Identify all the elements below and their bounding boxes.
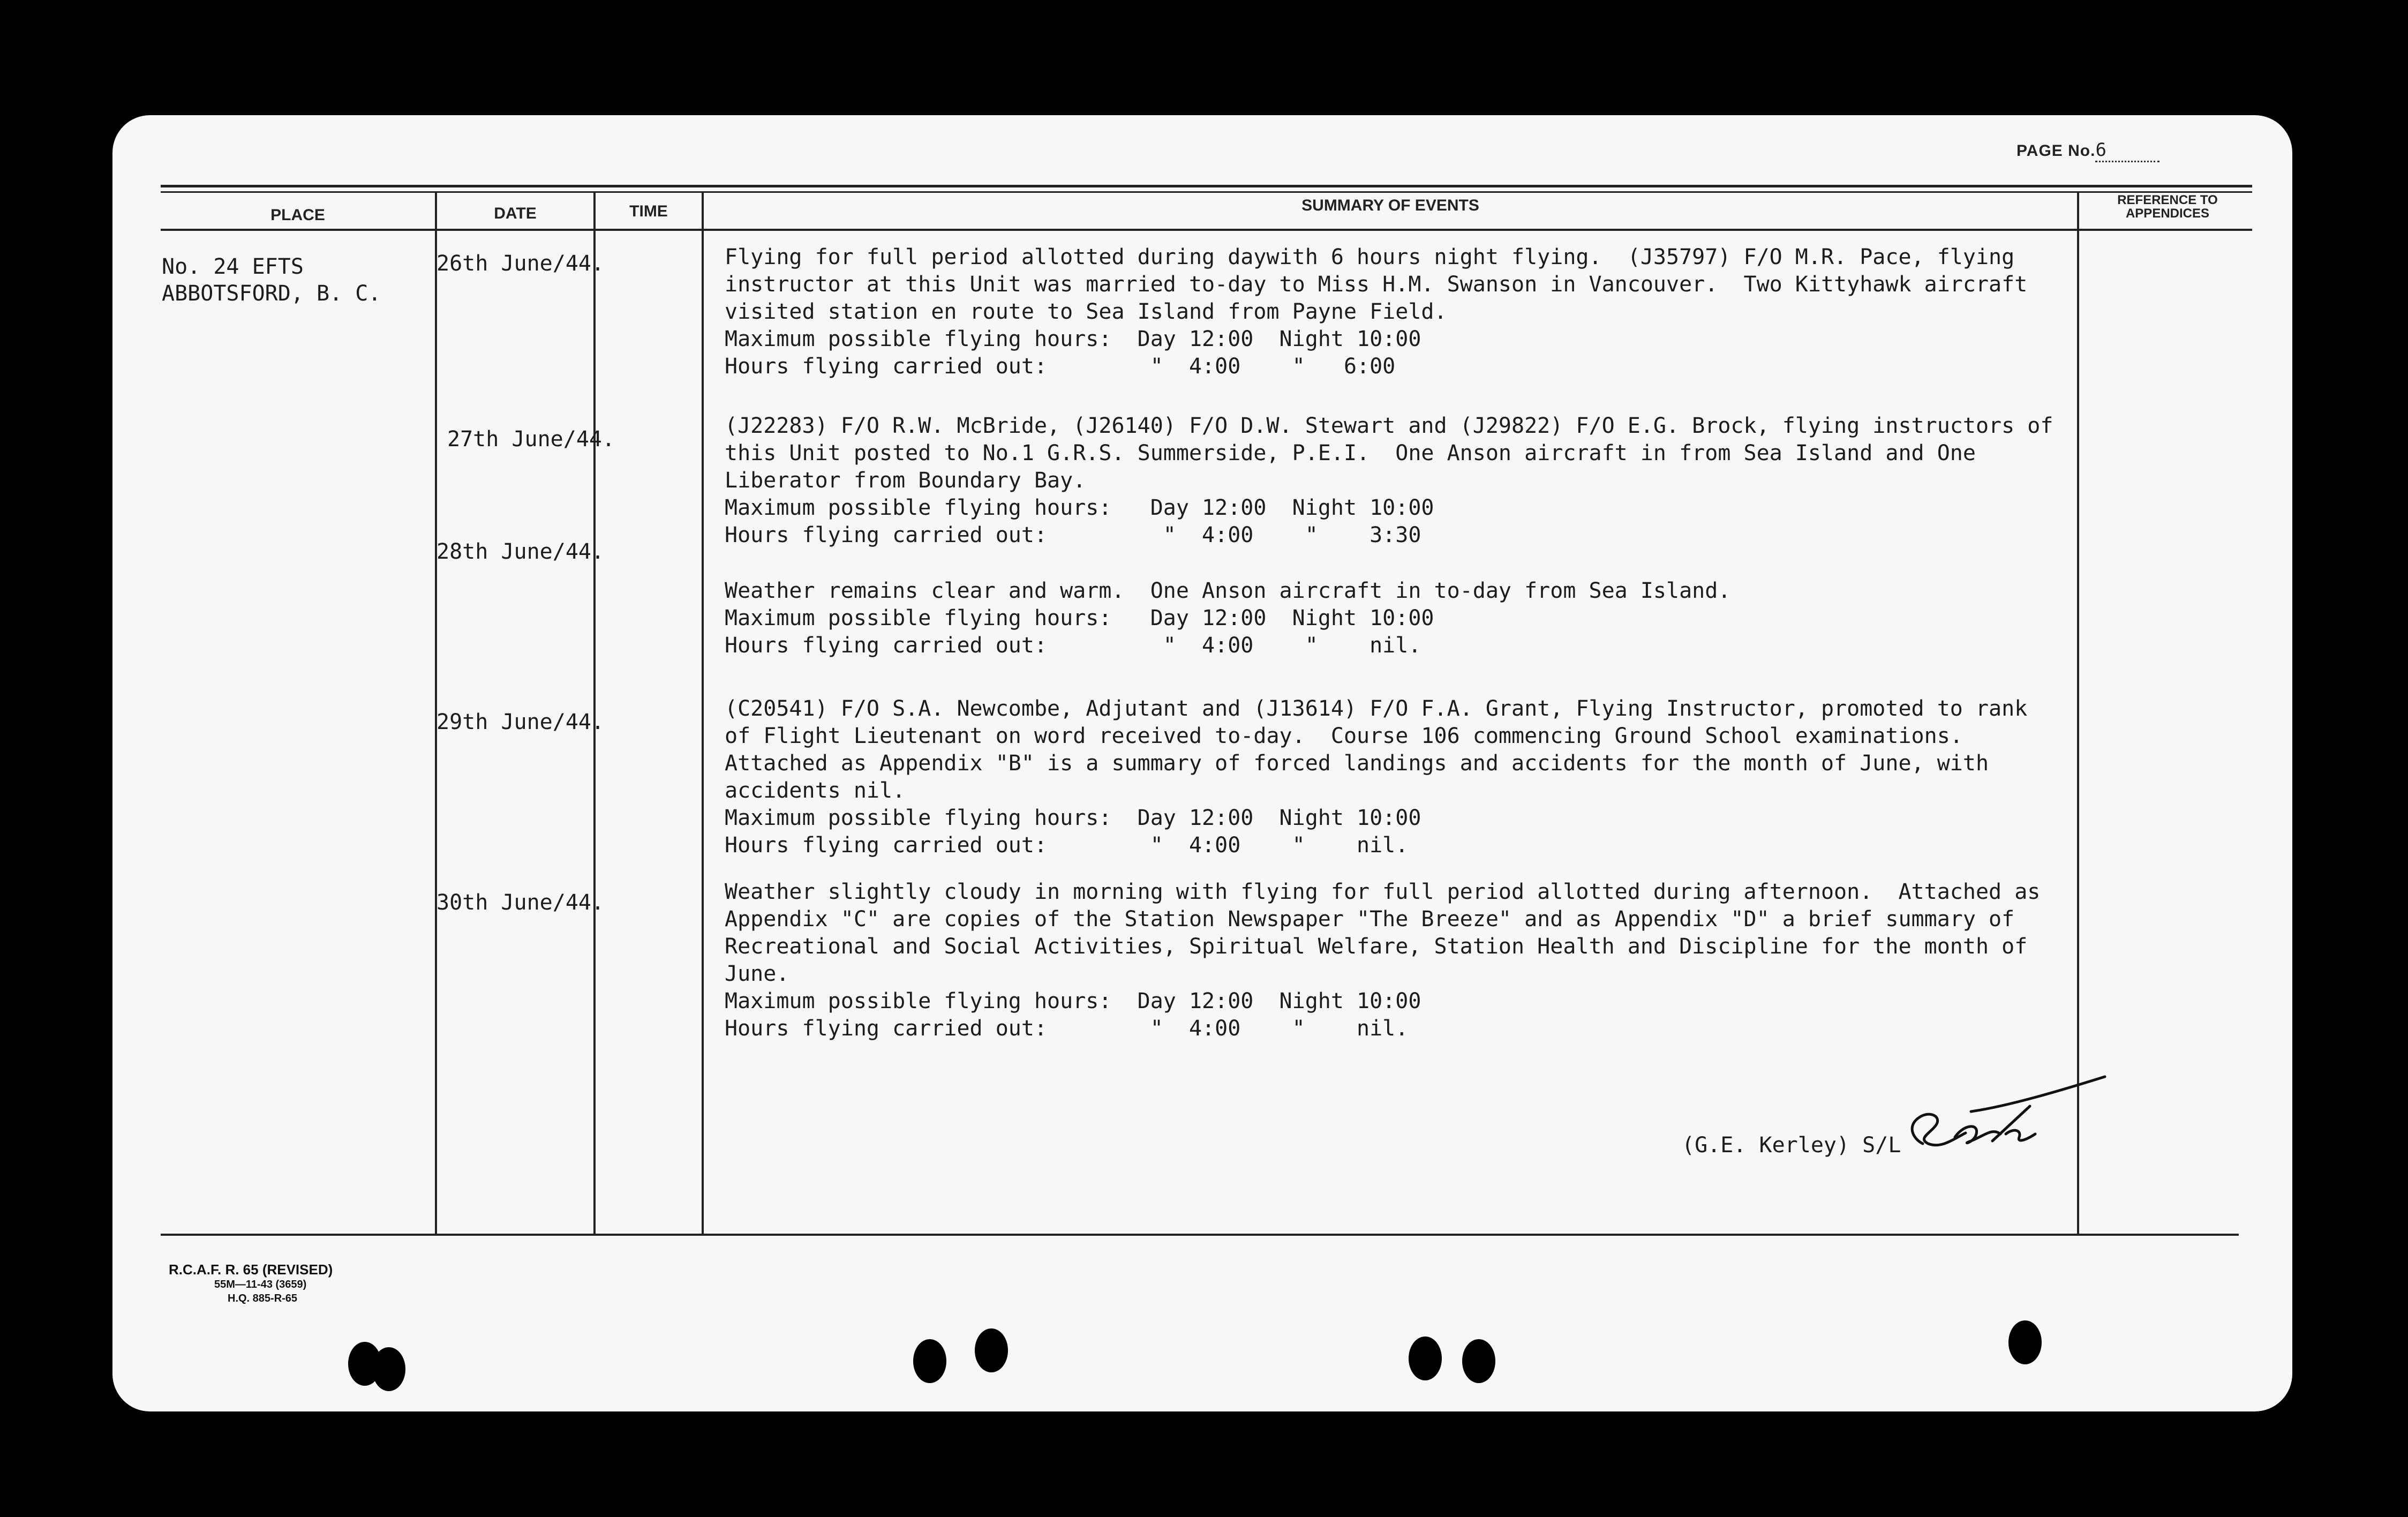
punch-hole — [1409, 1336, 1442, 1380]
summary-line: Hours flying carried out: " 4:00 " nil. — [725, 633, 1421, 658]
summary-line: (C20541) F/O S.A. Newcombe, Adjutant and (J13614) F/O F.A. Grant, Flying Instructor, promoted to rank — [725, 696, 2028, 721]
punch-hole — [2008, 1320, 2042, 1364]
header-place: PLACE — [270, 206, 325, 224]
signature-text: (G.E. Kerley) S/L — [1682, 1133, 1901, 1158]
summary-line: instructor at this Unit was married to-day to Miss H.M. Swanson in Vancouver. Two Kittyhawk aircraft — [725, 272, 2028, 297]
header-reference-line1: REFERENCE TO — [2117, 193, 2218, 207]
header-top-rule — [161, 185, 2252, 187]
punch-hole — [913, 1339, 946, 1383]
entry-date: 28th June/44. — [437, 539, 605, 564]
entry-date: 27th June/44. — [447, 427, 615, 452]
summary-line: Recreational and Social Activities, Spiritual Welfare, Station Health and Discipline for the month of — [725, 934, 2028, 959]
punch-hole — [1462, 1339, 1495, 1383]
header-time: TIME — [629, 202, 668, 220]
summary-line: Attached as Appendix "B" is a summary of forced landings and accidents for the month of June, with — [725, 751, 1989, 776]
summary-line: Weather slightly cloudy in morning with flying for full period allotted during afternoon. Attached as — [725, 880, 2041, 904]
summary-line: (J22283) F/O R.W. McBride, (J26140) F/O D.W. Stewart and (J29822) F/O E.G. Brock, flying instructors of — [725, 414, 2053, 438]
header-summary: SUMMARY OF EVENTS — [1301, 197, 1479, 214]
header-date: DATE — [494, 205, 537, 222]
form-print-run: 55M—11-43 (3659) — [214, 1279, 307, 1290]
place-line1: No. 24 EFTS — [162, 254, 304, 279]
column-divider-time — [702, 193, 704, 1235]
header-reference-line2: APPENDICES — [2125, 206, 2210, 221]
handwritten-signature — [1891, 1074, 2116, 1170]
summary-line: Maximum possible flying hours: Day 12:00 Night 10:00 — [725, 989, 1421, 1013]
summary-line: Flying for full period allotted during daywith 6 hours night flying. (J35797) F/O M.R. Pace, flying — [725, 245, 2015, 269]
punch-hole — [372, 1347, 405, 1391]
summary-line: Hours flying carried out: " 4:00 " nil. — [725, 833, 1409, 858]
page-number: 6 — [2095, 139, 2159, 162]
summary-line: this Unit posted to No.1 G.R.S. Summerside, P.E.I. One Anson aircraft in from Sea Island and One — [725, 441, 1976, 465]
summary-line: of Flight Lieutenant on word received to-day. Course 106 commencing Ground School examinations. — [725, 724, 1963, 748]
summary-line: accidents nil. — [725, 778, 906, 803]
summary-line: visited station en route to Sea Island from Payne Field. — [725, 299, 1447, 324]
page-label: PAGE No. — [2016, 142, 2096, 160]
summary-line: Liberator from Boundary Bay. — [725, 468, 1086, 493]
form-number: R.C.A.F. R. 65 (REVISED) — [169, 1261, 333, 1278]
header-top-rule-2 — [161, 191, 2252, 193]
header-bottom-rule — [161, 229, 2252, 231]
summary-line: Maximum possible flying hours: Day 12:00 Night 10:00 — [725, 606, 1434, 630]
summary-line: Maximum possible flying hours: Day 12:00 Night 10:00 — [725, 327, 1421, 351]
punch-hole — [975, 1328, 1008, 1372]
summary-line: Appendix "C" are copies of the Station Newspaper "The Breeze" and as Appendix "D" a brief summary of — [725, 907, 2015, 932]
page-number-label — [2016, 139, 2159, 162]
summary-line: Weather remains clear and warm. One Anson aircraft in to-day from Sea Island. — [725, 579, 1731, 603]
summary-line: Hours flying carried out: " 4:00 " 3:30 — [725, 523, 1421, 547]
entry-date: 29th June/44. — [437, 710, 605, 734]
entry-date: 26th June/44. — [437, 251, 605, 276]
summary-line: Hours flying carried out: " 4:00 " nil. — [725, 1016, 1409, 1041]
form-hq-reference: H.Q. 885-R-65 — [228, 1293, 298, 1304]
table-bottom-rule — [161, 1234, 2239, 1236]
summary-line: Maximum possible flying hours: Day 12:00 Night 10:00 — [725, 495, 1434, 520]
summary-line: Hours flying carried out: " 4:00 " 6:00 — [725, 354, 1396, 379]
entry-date: 30th June/44. — [437, 890, 605, 915]
summary-line: Maximum possible flying hours: Day 12:00 Night 10:00 — [725, 806, 1421, 830]
place-line2: ABBOTSFORD, B. C. — [162, 281, 381, 306]
diary-form-card — [112, 115, 2292, 1411]
summary-line: June. — [725, 962, 789, 986]
